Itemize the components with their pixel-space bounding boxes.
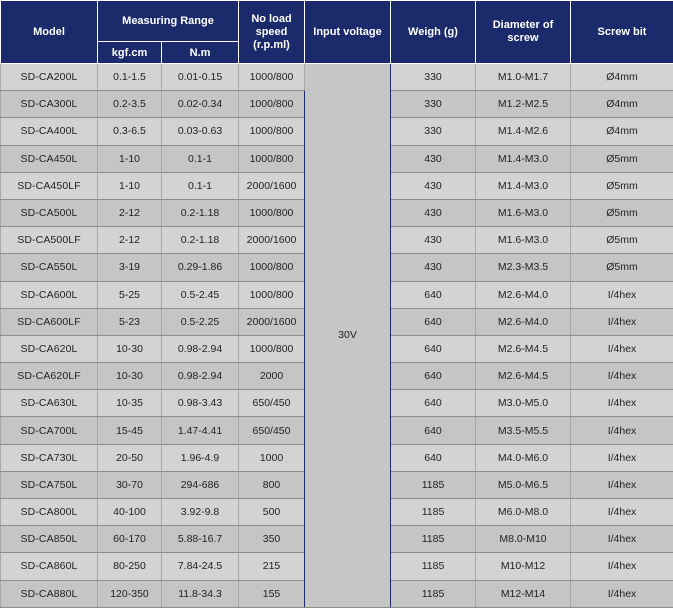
cell-kgfcm: 10-30 xyxy=(98,363,162,390)
cell-weight: 1185 xyxy=(391,526,476,553)
header-model: Model xyxy=(1,1,98,64)
cell-screw-bit: Ø5mm xyxy=(571,145,673,172)
cell-screw-bit: I/4hex xyxy=(571,390,673,417)
cell-kgfcm: 40-100 xyxy=(98,499,162,526)
cell-model: SD-CA500LF xyxy=(1,227,98,254)
cell-nm: 1.96-4.9 xyxy=(162,444,239,471)
cell-input-voltage: 30V xyxy=(305,64,391,608)
cell-screw-bit: I/4hex xyxy=(571,444,673,471)
cell-nm: 0.98-2.94 xyxy=(162,363,239,390)
cell-weight: 640 xyxy=(391,444,476,471)
cell-kgfcm: 120-350 xyxy=(98,580,162,607)
cell-model: SD-CA600LF xyxy=(1,308,98,335)
cell-nm: 7.84-24.5 xyxy=(162,553,239,580)
cell-speed: 350 xyxy=(239,526,305,553)
cell-diameter: M2.6-M4.5 xyxy=(476,363,571,390)
cell-weight: 430 xyxy=(391,227,476,254)
cell-model: SD-CA550L xyxy=(1,254,98,281)
cell-kgfcm: 0.2-3.5 xyxy=(98,91,162,118)
cell-kgfcm: 60-170 xyxy=(98,526,162,553)
cell-diameter: M3.5-M5.5 xyxy=(476,417,571,444)
cell-speed: 1000/800 xyxy=(239,335,305,362)
table-row xyxy=(1,64,673,91)
cell-diameter: M8.0-M10 xyxy=(476,526,571,553)
cell-weight: 640 xyxy=(391,308,476,335)
cell-screw-bit: I/4hex xyxy=(571,417,673,444)
cell-speed: 1000/800 xyxy=(239,118,305,145)
cell-weight: 430 xyxy=(391,199,476,226)
header-measuring-range: Measuring Range xyxy=(98,1,239,42)
cell-diameter: M2.6-M4.0 xyxy=(476,281,571,308)
cell-speed: 2000/1600 xyxy=(239,308,305,335)
cell-kgfcm: 3-19 xyxy=(98,254,162,281)
cell-speed: 650/450 xyxy=(239,390,305,417)
cell-diameter: M1.4-M3.0 xyxy=(476,172,571,199)
cell-model: SD-CA400L xyxy=(1,118,98,145)
cell-speed: 650/450 xyxy=(239,417,305,444)
cell-nm: 5.88-16.7 xyxy=(162,526,239,553)
cell-nm: 0.2-1.18 xyxy=(162,199,239,226)
cell-weight: 640 xyxy=(391,390,476,417)
cell-diameter: M2.6-M4.0 xyxy=(476,308,571,335)
cell-screw-bit: I/4hex xyxy=(571,363,673,390)
cell-nm: 0.1-1 xyxy=(162,145,239,172)
cell-model: SD-CA620L xyxy=(1,335,98,362)
cell-weight: 640 xyxy=(391,417,476,444)
cell-screw-bit: Ø5mm xyxy=(571,227,673,254)
cell-screw-bit: Ø4mm xyxy=(571,64,673,91)
cell-kgfcm: 1-10 xyxy=(98,172,162,199)
cell-speed: 2000/1600 xyxy=(239,172,305,199)
cell-kgfcm: 20-50 xyxy=(98,444,162,471)
cell-speed: 1000/800 xyxy=(239,64,305,91)
cell-kgfcm: 5-25 xyxy=(98,281,162,308)
cell-screw-bit: I/4hex xyxy=(571,499,673,526)
cell-kgfcm: 0.3-6.5 xyxy=(98,118,162,145)
cell-diameter: M6.0-M8.0 xyxy=(476,499,571,526)
cell-speed: 800 xyxy=(239,471,305,498)
cell-kgfcm: 10-30 xyxy=(98,335,162,362)
cell-speed: 2000/1600 xyxy=(239,227,305,254)
cell-speed: 155 xyxy=(239,580,305,607)
cell-screw-bit: I/4hex xyxy=(571,471,673,498)
cell-diameter: M2.3-M3.5 xyxy=(476,254,571,281)
header-no-load-speed: No load speed (r.p.ml) xyxy=(239,1,305,64)
cell-weight: 1185 xyxy=(391,553,476,580)
cell-screw-bit: I/4hex xyxy=(571,526,673,553)
cell-nm: 294-686 xyxy=(162,471,239,498)
cell-nm: 0.29-1.86 xyxy=(162,254,239,281)
cell-kgfcm: 0.1-1.5 xyxy=(98,64,162,91)
header-screw-bit: Screw bit xyxy=(571,1,673,64)
cell-weight: 640 xyxy=(391,363,476,390)
cell-model: SD-CA200L xyxy=(1,64,98,91)
cell-screw-bit: I/4hex xyxy=(571,335,673,362)
cell-screw-bit: Ø4mm xyxy=(571,91,673,118)
cell-diameter: M1.4-M3.0 xyxy=(476,145,571,172)
cell-nm: 11.8-34.3 xyxy=(162,580,239,607)
cell-kgfcm: 80-250 xyxy=(98,553,162,580)
cell-nm: 0.2-1.18 xyxy=(162,227,239,254)
cell-kgfcm: 5-23 xyxy=(98,308,162,335)
cell-diameter: M10-M12 xyxy=(476,553,571,580)
cell-kgfcm: 10-35 xyxy=(98,390,162,417)
header-kgfcm: kgf.cm xyxy=(98,42,162,64)
cell-model: SD-CA750L xyxy=(1,471,98,498)
cell-screw-bit: I/4hex xyxy=(571,580,673,607)
cell-model: SD-CA850L xyxy=(1,526,98,553)
cell-kgfcm: 30-70 xyxy=(98,471,162,498)
cell-model: SD-CA600L xyxy=(1,281,98,308)
cell-diameter: M1.6-M3.0 xyxy=(476,199,571,226)
cell-speed: 1000/800 xyxy=(239,199,305,226)
cell-model: SD-CA450L xyxy=(1,145,98,172)
table-header xyxy=(1,1,673,64)
cell-weight: 430 xyxy=(391,172,476,199)
header-weight: Weigh (g) xyxy=(391,1,476,64)
cell-nm: 0.98-2.94 xyxy=(162,335,239,362)
cell-nm: 0.5-2.45 xyxy=(162,281,239,308)
cell-diameter: M1.0-M1.7 xyxy=(476,64,571,91)
header-input-voltage: Input voltage xyxy=(305,1,391,64)
cell-screw-bit: I/4hex xyxy=(571,553,673,580)
cell-model: SD-CA860L xyxy=(1,553,98,580)
cell-speed: 215 xyxy=(239,553,305,580)
cell-screw-bit: Ø5mm xyxy=(571,199,673,226)
cell-weight: 330 xyxy=(391,91,476,118)
cell-weight: 430 xyxy=(391,145,476,172)
cell-nm: 0.03-0.63 xyxy=(162,118,239,145)
cell-model: SD-CA300L xyxy=(1,91,98,118)
cell-screw-bit: Ø4mm xyxy=(571,118,673,145)
cell-nm: 0.02-0.34 xyxy=(162,91,239,118)
table-body xyxy=(1,64,673,608)
cell-nm: 0.01-0.15 xyxy=(162,64,239,91)
cell-diameter: M5.0-M6.5 xyxy=(476,471,571,498)
cell-kgfcm: 15-45 xyxy=(98,417,162,444)
cell-screw-bit: Ø5mm xyxy=(571,172,673,199)
cell-nm: 0.5-2.25 xyxy=(162,308,239,335)
cell-weight: 640 xyxy=(391,335,476,362)
cell-weight: 640 xyxy=(391,281,476,308)
cell-nm: 1.47-4.41 xyxy=(162,417,239,444)
cell-screw-bit: I/4hex xyxy=(571,281,673,308)
cell-speed: 1000/800 xyxy=(239,91,305,118)
cell-model: SD-CA450LF xyxy=(1,172,98,199)
cell-speed: 1000 xyxy=(239,444,305,471)
cell-weight: 330 xyxy=(391,118,476,145)
cell-speed: 2000 xyxy=(239,363,305,390)
header-nm: N.m xyxy=(162,42,239,64)
cell-screw-bit: Ø5mm xyxy=(571,254,673,281)
cell-weight: 1185 xyxy=(391,471,476,498)
header-diameter: Diameter of screw xyxy=(476,1,571,64)
cell-diameter: M12-M14 xyxy=(476,580,571,607)
cell-nm: 3.92-9.8 xyxy=(162,499,239,526)
cell-speed: 500 xyxy=(239,499,305,526)
cell-diameter: M3.0-M5.0 xyxy=(476,390,571,417)
cell-model: SD-CA620LF xyxy=(1,363,98,390)
cell-kgfcm: 1-10 xyxy=(98,145,162,172)
cell-model: SD-CA880L xyxy=(1,580,98,607)
cell-diameter: M2.6-M4.5 xyxy=(476,335,571,362)
cell-screw-bit: I/4hex xyxy=(571,308,673,335)
cell-weight: 1185 xyxy=(391,499,476,526)
cell-model: SD-CA800L xyxy=(1,499,98,526)
cell-diameter: M1.6-M3.0 xyxy=(476,227,571,254)
cell-model: SD-CA500L xyxy=(1,199,98,226)
cell-weight: 1185 xyxy=(391,580,476,607)
cell-nm: 0.1-1 xyxy=(162,172,239,199)
cell-model: SD-CA630L xyxy=(1,390,98,417)
cell-diameter: M4.0-M6.0 xyxy=(476,444,571,471)
cell-kgfcm: 2-12 xyxy=(98,227,162,254)
cell-speed: 1000/800 xyxy=(239,254,305,281)
cell-speed: 1000/800 xyxy=(239,145,305,172)
cell-model: SD-CA730L xyxy=(1,444,98,471)
cell-kgfcm: 2-12 xyxy=(98,199,162,226)
cell-nm: 0.98-3.43 xyxy=(162,390,239,417)
cell-weight: 330 xyxy=(391,64,476,91)
cell-diameter: M1.2-M2.5 xyxy=(476,91,571,118)
cell-weight: 430 xyxy=(391,254,476,281)
cell-model: SD-CA700L xyxy=(1,417,98,444)
cell-speed: 1000/800 xyxy=(239,281,305,308)
cell-diameter: M1.4-M2.6 xyxy=(476,118,571,145)
